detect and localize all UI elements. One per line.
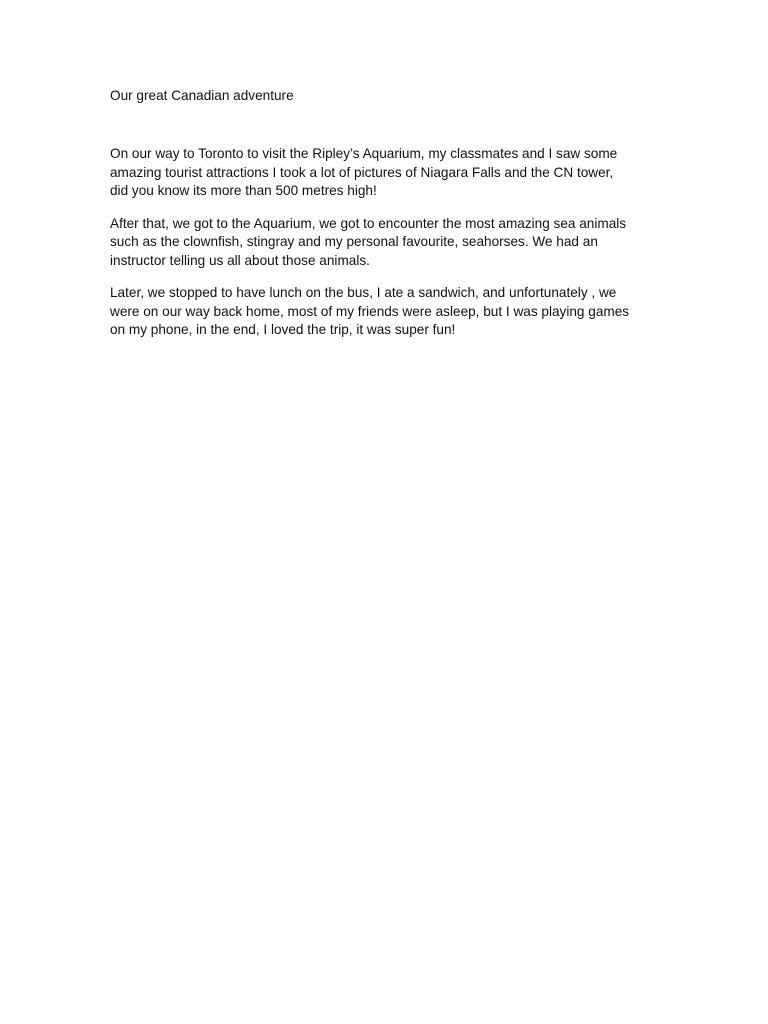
paragraph-return-home — [110, 284, 675, 340]
paragraph-line: Later, we stopped to have lunch on the bus, I ate a sandwich, and unfortunately , we — [110, 285, 617, 300]
paragraph-line: On our way to Toronto to visit the Ripley’s Aquarium, my classmates and I saw some — [110, 146, 618, 161]
paragraph-aquarium — [110, 215, 675, 271]
document-title: Our great Canadian adventure — [110, 88, 294, 103]
paragraph-toronto-trip — [110, 145, 675, 201]
document-body — [110, 145, 675, 354]
paragraph-line: amazing tourist attractions I took a lot of pictures of Niagara Falls and the CN tower, — [110, 164, 614, 180]
paragraph-line: did you know its more than 500 metres high! — [110, 183, 377, 198]
paragraph-line: instructor telling us all about those animals. — [110, 252, 370, 268]
paragraph-line: After that, we got to the Aquarium, we got to encounter the most amazing sea animals — [110, 215, 627, 231]
paragraph-line: were on our way back home, most of my friends were asleep, but I was playing games — [110, 303, 630, 319]
paragraph-line: such as the clownfish, stingray and my personal favourite, seahorses. We had an — [110, 234, 598, 249]
paragraph-line: on my phone, in the end, I loved the trip, it was super fun! — [110, 322, 456, 337]
